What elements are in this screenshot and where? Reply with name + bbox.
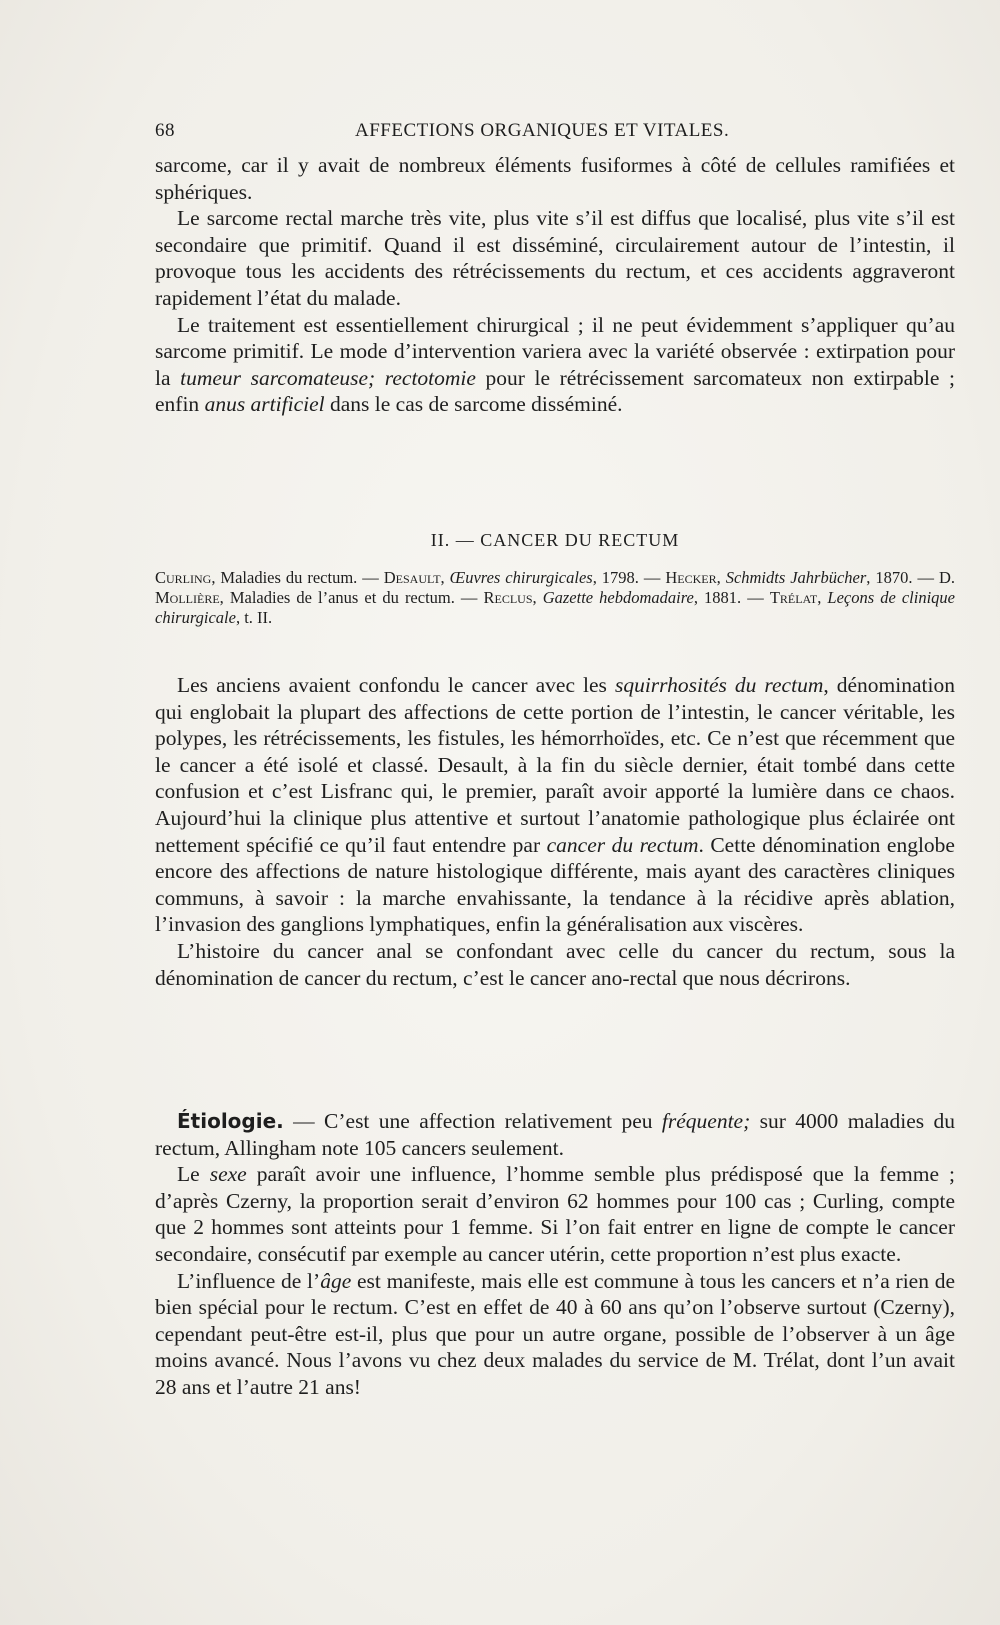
etiologie-section	[155, 1108, 955, 1401]
bibliography	[155, 568, 955, 628]
etiologie-heading: Étiologie.	[177, 1109, 284, 1133]
paragraph-etiologie: Étiologie. — C’est une affection relativement peu fréquente; sur 4000 maladies du rectum, Allingham note 105 cancers seulement.	[155, 1109, 955, 1160]
paragraph-sarcome-treatment: Le traitement est essentiellement chirurgical ; il ne peut évidemment s’appliquer qu’au sarcome primitif. Le mode d’intervention variera avec la variété observée : extirpation pour la tumeur sarcomateuse; rectotomie pour le rétrécissement sarcomateux non extirpable ; enfin anus artificiel dans le cas de sarcome disséminé.	[155, 312, 955, 417]
cancer-introduction	[155, 672, 955, 991]
page-number: 68	[155, 120, 175, 141]
running-title: AFFECTIONS ORGANIQUES ET VITALES.	[355, 120, 730, 141]
paragraph-sarcome-cells: sarcome, car il y avait de nombreux éléments fusiformes à côté de cellules ramifiées et sphériques.	[155, 153, 955, 204]
paragraph-sexe: Le sexe paraît avoir une influence, l’homme semble plus prédisposé que la femme ; d’après Czerny, la proportion serait d’environ 62 hommes pour 100 cas ; Curling, compte que 2 hommes sont atteints pour 1 femme. Si l’on fait entrer en ligne de compte le cancer secondaire, consécutif par exemple au cancer utérin, cette proportion n’est plus exacte.	[155, 1162, 955, 1266]
page-header	[155, 120, 955, 146]
paragraph-sarcome-evolution: Le sarcome rectal marche très vite, plus vite s’il est diffus que localisé, plus vite s’il est secondaire que primitif. Quand il est disséminé, circulairement autour de l’intestin, il provoque tous les accidents des rétrécissements du rectum, et ces accidents aggraveront rapidement l’état du malade.	[155, 206, 955, 310]
paragraph-age: L’influence de l’âge est manifeste, mais elle est commune à tous les cancers et n’a rien de bien spécial pour le rectum. C’est en effet de 40 à 60 ans qu’on l’observe surtout (Czerny), cependant peut-être est-il, plus que pour un autre organe, possible de l’observer à un âge moins avancé. Nous l’avons vu chez deux malades du service de M. Trélat, dont l’un avait 28 ans et l’autre 21 ans!	[155, 1268, 956, 1399]
section-title: II. — CANCER DU RECTUM	[430, 530, 680, 550]
paragraph-ano-rectal: L’histoire du cancer anal se confondant avec celle du cancer du rectum, sous la dénomination de cancer du rectum, c’est le cancer ano-rectal que nous décrirons.	[155, 938, 955, 990]
paragraph-history: Les anciens avaient confondu le cancer avec les squirrhosités du rectum, dénomination qui englobait la plupart des affections de cette portion de l’intestin, le cancer véritable, les polypes, les rétrécissements, les fistules, les hémorrhoïdes, etc. Ce n’est que récemment que le cancer a été isolé et classé. Desault, à la fin du siècle dernier, était tombé dans cette confusion et c’est Lisfranc qui, le premier, paraît avoir apporté la lumière dans ce chaos. Aujourd’hui la clinique plus attentive et surtout l’anatomie pathologique plus éclairée ont nettement spécifié ce qu’il faut entendre par cancer du rectum. Cette dénomination englobe encore des affections de nature histologique différente, mais ayant des caractères cliniques communs, à savoir : la marche envahissante, la tendance à la récidive après ablation, l’invasion des ganglions lymphatiques, enfin la généralisation aux viscères.	[155, 673, 955, 937]
sarcome-section-end	[155, 152, 955, 418]
reference-list: Curling, Maladies du rectum. — Desault, Œuvres chirurgicales, 1798. — Hecker, Schmidts Jahrbücher, 1870. — D. Mollière, Maladies de l’anus et du rectum. — Reclus, Gazette hebdomadaire, 1881. — Trélat, Leçons de clinique chirurgicale, t. II.	[155, 568, 956, 627]
